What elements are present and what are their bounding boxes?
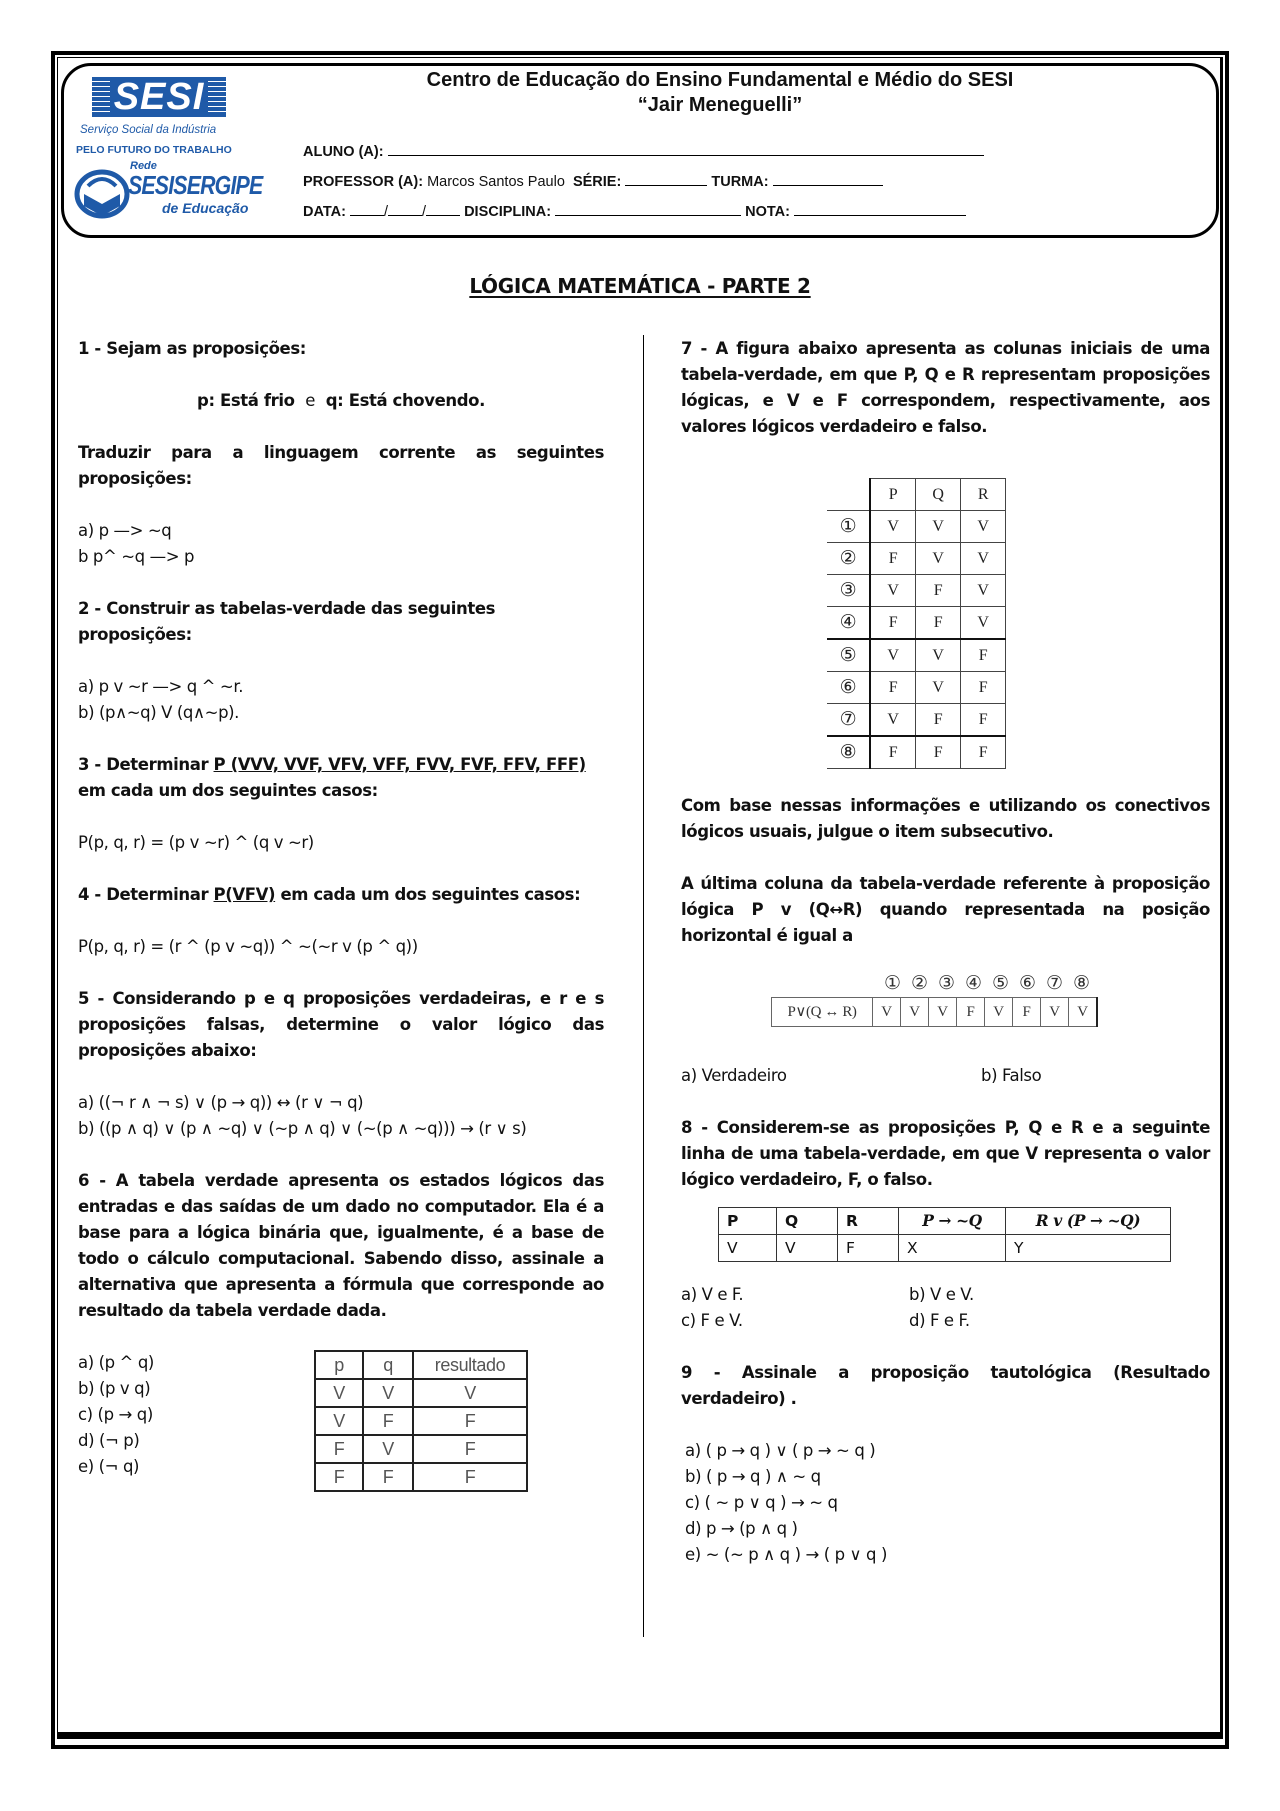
- logo-area: [72, 72, 263, 232]
- q8-heading: 8 - Considerem-se as proposições P, Q e R e a seguinte linha de uma tabela-verdade, em que V representa o valor lógico verdadeiro, F, o falso.: [681, 1118, 1210, 1189]
- q9-option-b[interactable]: b) ( p → q ) ∧ ~ q: [685, 1467, 821, 1486]
- data-line: [303, 201, 966, 220]
- q5-heading: 5 - Considerando p e q proposições verdadeiras, e r e s proposições falsas, determine o valor lógico das proposições abaixo:: [78, 989, 604, 1060]
- q4-formula: P(p, q, r) = (r ^ (p v ~q)) ^ ~(~r v (p ^ q)): [78, 937, 418, 956]
- q6-option-d[interactable]: d) (¬ p): [78, 1431, 140, 1450]
- table-row: ③ V F V: [827, 575, 1006, 607]
- serie-field[interactable]: [625, 171, 707, 186]
- q3-heading: 3 - Determinar P (VVV, VVF, VFV, VFF, FVV, FVF, FFV, FFF) em cada um dos seguintes casos:: [78, 755, 586, 800]
- aluno-label: ALUNO (A):: [303, 144, 384, 160]
- table-row: V V F X Y: [719, 1235, 1171, 1262]
- professor-label: PROFESSOR (A):: [303, 174, 424, 190]
- nota-label: NOTA:: [745, 204, 790, 220]
- q7-text2: A última coluna da tabela-verdade referente à proposição lógica P v (Q↔R) quando representada na posição horizontal é igual a: [681, 874, 1210, 945]
- date-separator: /: [422, 204, 427, 220]
- table-row: F F F: [315, 1463, 527, 1491]
- q1-heading: 1 - Sejam as proposições:: [78, 339, 306, 358]
- question-7: [681, 336, 1210, 1089]
- question-8: [681, 1115, 1210, 1334]
- school-name: Centro de Educação do Ensino Fundamental e Médio do SESI: [426, 69, 1014, 91]
- table-row: ① V V V: [827, 511, 1006, 543]
- question-5: [78, 986, 604, 1142]
- q7-text1: Com base nessas informações e utilizando os conectivos lógicos usuais, julgue o item subsecutivo.: [681, 796, 1210, 841]
- q5-item-b: b) ((p ∧ q) ∨ (p ∧ ~q) ∨ (~p ∧ q) ∨ (~(p ∧ ~q))) → (r ∨ s): [78, 1119, 527, 1138]
- q1-item-b: b p^ ~q —> p: [78, 547, 195, 566]
- question-1: [78, 336, 604, 570]
- data-label: DATA:: [303, 204, 346, 220]
- q2-item-a: a) p v ~r —> q ^ ~r.: [78, 677, 244, 696]
- page-title: LÓGICA MATEMÁTICA - PARTE 2: [469, 274, 811, 298]
- table-row: V V V: [315, 1379, 527, 1407]
- aluno-field[interactable]: [388, 141, 984, 156]
- question-3: [78, 752, 604, 856]
- sesi-stripes-icon: [208, 81, 226, 113]
- q7-option-b[interactable]: b) Falso: [981, 1066, 1042, 1085]
- table-header-row: P Q R: [827, 479, 1006, 511]
- sesi-logo-text: SESI: [113, 75, 205, 118]
- table-row: ⑥ F V F: [827, 672, 1006, 704]
- sesi-motto: PELO FUTURO DO TRABALHO: [76, 144, 232, 156]
- rede-sesisergipe-logo: [74, 160, 263, 224]
- q5-item-a: a) ((¬ r ∧ ¬ s) ∨ (p → q)) ↔ (r ∨ ¬ q): [78, 1093, 364, 1112]
- q9-heading: 9 - Assinale a proposição tautológica (Resultado verdadeiro) .: [681, 1363, 1210, 1408]
- q8-options: [681, 1282, 1210, 1334]
- q9-option-d[interactable]: d) p → (p ∧ q ): [685, 1519, 798, 1538]
- q4-heading: 4 - Determinar P(VFV) em cada um dos seguintes casos:: [78, 885, 581, 904]
- q7-options: [681, 1063, 1210, 1089]
- date-month-field[interactable]: [388, 201, 422, 216]
- left-column: [78, 336, 604, 1487]
- question-9: [681, 1360, 1210, 1568]
- table-row: ④ F F V: [827, 607, 1006, 640]
- q9-option-e[interactable]: e) ~ (~ p ∧ q ) → ( p ∨ q ): [685, 1545, 888, 1564]
- q6-option-c[interactable]: c) (p → q): [78, 1405, 153, 1424]
- turma-field[interactable]: [773, 171, 883, 186]
- sesi-logo: [92, 77, 226, 117]
- q9-option-a[interactable]: a) ( p → q ) ∨ ( p → ~ q ): [685, 1441, 876, 1460]
- table-row: ⑧ F F F: [827, 736, 1006, 769]
- date-year-field[interactable]: [426, 201, 460, 216]
- q9-options: [681, 1438, 1210, 1568]
- q6-heading: 6 - A tabela verdade apresenta os estados lógicos das entradas e das saídas de um dado no computador. Ela é a base para a lógica binária que, igualmente, é a base de todo o cálculo computacional. Sabendo disso, assinale a alternativa que apresenta a fórmula que corresponde ao resultado da tabela verdade dada.: [78, 1171, 604, 1320]
- table-header-row: P Q R P → ~Q R v (P → ~Q): [719, 1208, 1171, 1235]
- school-subtitle: “Jair Meneguelli”: [637, 94, 803, 116]
- table-row: ⑤ V V F: [827, 639, 1006, 672]
- disciplina-label: DISCIPLINA:: [464, 204, 552, 220]
- table-row: ⑦ V F F: [827, 704, 1006, 737]
- q7-horizontal-table: [771, 971, 1210, 1027]
- sesisergipe-label: SESISERGIPE: [128, 170, 263, 200]
- q2-heading: 2 - Construir as tabelas-verdade das seguintes proposições:: [78, 599, 496, 644]
- right-column: [681, 336, 1210, 1568]
- q3-formula: P(p, q, r) = (p v ~r) ^ (q v ~r): [78, 833, 314, 852]
- question-6: [78, 1168, 604, 1487]
- q8-option-a[interactable]: a) V e F.: [681, 1285, 744, 1304]
- q1-definitions: p: Está frio e q: Está chovendo.: [197, 391, 485, 410]
- sesi-stripes-icon: [92, 81, 110, 113]
- q7-truth-table: [827, 478, 1006, 769]
- question-4: [78, 882, 604, 960]
- table-row: V F F: [315, 1407, 527, 1435]
- table-row: F V F: [315, 1435, 527, 1463]
- question-2: [78, 596, 604, 726]
- q7-heading: 7 - A figura abaixo apresenta as colunas iniciais de uma tabela-verdade, em que P, Q e R representam proposições lógicas, e V e F correspondem, respectivamente, aos valores lógicos verdadeiro e falso.: [681, 339, 1211, 436]
- aluno-line: [303, 141, 984, 160]
- table-row: P∨(Q ↔ R) V V V F V F V V: [772, 998, 1098, 1027]
- disciplina-field[interactable]: [555, 201, 741, 216]
- q6-option-a[interactable]: a) (p ^ q): [78, 1353, 154, 1372]
- book-emblem-icon: [74, 164, 130, 220]
- q1-item-a: a) p —> ~q: [78, 521, 172, 540]
- de-educacao-label: de Educação: [162, 200, 249, 216]
- rede-label: Rede: [130, 160, 157, 172]
- q8-option-d[interactable]: d) F e F.: [909, 1311, 970, 1330]
- q8-option-c[interactable]: c) F e V.: [681, 1311, 743, 1330]
- sesi-subtitle: Serviço Social da Indústria: [80, 124, 217, 136]
- professor-value: Marcos Santos Paulo: [427, 174, 565, 190]
- q2-item-b: b) (p∧~q) V (q∧~p).: [78, 703, 240, 722]
- nota-field[interactable]: [794, 201, 966, 216]
- q7-position-numbers: ① ② ③ ④ ⑤ ⑥ ⑦ ⑧: [883, 973, 1091, 994]
- table-header-row: p q resultado: [315, 1351, 527, 1379]
- table-row: ② F V V: [827, 543, 1006, 575]
- q1-instruction: Traduzir para a linguagem corrente as seguintes proposições:: [78, 443, 604, 488]
- date-separator: /: [383, 204, 389, 220]
- q7-horizontal-row: [771, 997, 1098, 1027]
- q9-option-c[interactable]: c) ( ~ p ∨ q ) → ~ q: [685, 1493, 838, 1512]
- turma-label: TURMA:: [711, 174, 769, 190]
- column-divider: [643, 335, 644, 1637]
- q8-truth-table: [718, 1207, 1171, 1262]
- q6-option-e[interactable]: e) (¬ q): [78, 1457, 140, 1476]
- q6-truth-table: [314, 1350, 528, 1492]
- q6-option-b[interactable]: b) (p v q): [78, 1379, 151, 1398]
- professor-line: [303, 171, 883, 190]
- date-day-field[interactable]: [350, 201, 384, 216]
- q6-body: [78, 1350, 604, 1487]
- serie-label: SÉRIE:: [572, 174, 622, 190]
- q7-option-a[interactable]: a) Verdadeiro: [681, 1066, 787, 1085]
- q8-option-b[interactable]: b) V e V.: [909, 1285, 974, 1304]
